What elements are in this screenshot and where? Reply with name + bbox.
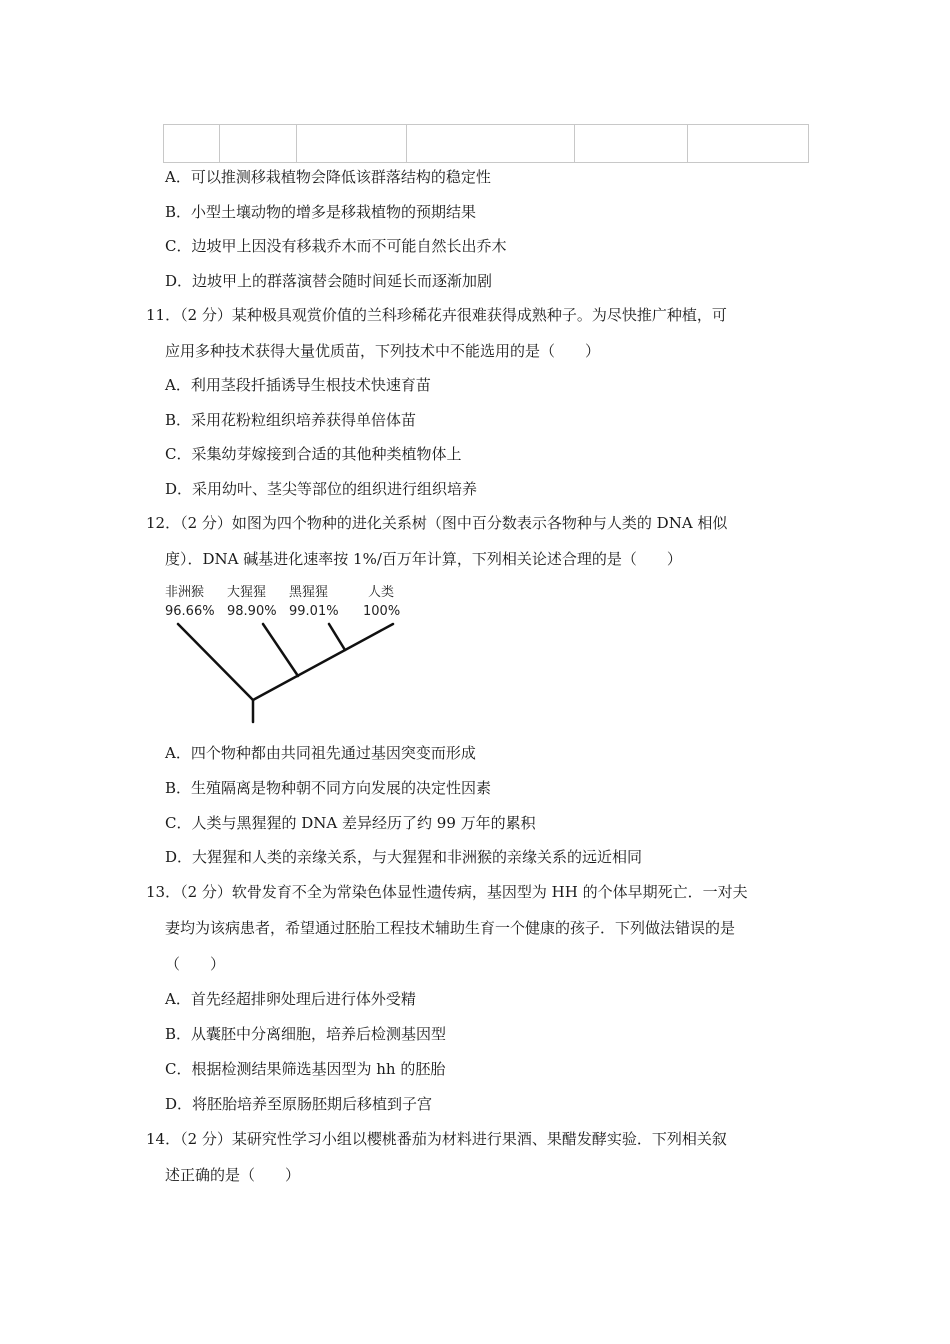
tree-branch-chimpanzee xyxy=(329,624,345,650)
tree-species-label: 大猩猩 xyxy=(227,585,267,600)
q13-option-d: D．将胚胎培养至原肠胚期后移植到子宫 xyxy=(165,1095,433,1113)
table-fragment xyxy=(163,124,809,163)
q11-stem: 11．（2 分）某种极具观赏价值的兰科珍稀花卉很难获得成熟种子。为尽快推广种植，可 xyxy=(146,306,727,324)
q10-option-a: A．可以推测移栽植物会降低该群落结构的稳定性 xyxy=(165,168,491,186)
table-cell xyxy=(297,125,407,163)
tree-species-label: 非洲猴 xyxy=(165,585,205,600)
table-cell xyxy=(575,125,688,163)
q10-option-c: C．边坡甲上因没有移栽乔木而不可能自然长出乔木 xyxy=(165,237,507,255)
tree-branch-gorilla xyxy=(263,624,298,676)
q13-option-b: B．从囊胚中分离细胞，培养后检测基因型 xyxy=(165,1025,447,1043)
tree-species-label: 黑猩猩 xyxy=(289,585,329,600)
table-cell xyxy=(220,125,297,163)
q11-option-d: D．采用幼叶、茎尖等部位的组织进行组织培养 xyxy=(165,480,478,498)
q12-stem: 12．（2 分）如图为四个物种的进化关系树（图中百分数表示各物种与人类的 DNA 相似 xyxy=(146,514,728,532)
q12-option-b: B．生殖隔离是物种朝不同方向发展的决定性因素 xyxy=(165,779,492,797)
q10-option-d: D．边坡甲上的群落演替会随时间延长而逐渐加剧 xyxy=(165,272,493,290)
q14-stem: 14．（2 分）某研究性学习小组以樱桃番茄为材料进行果酒、果醋发酵实验．下列相关叙 xyxy=(146,1130,727,1148)
q13-stem-cont: 妻均为该病患者，希望通过胚胎工程技术辅助生育一个健康的孩子．下列做法错误的是 xyxy=(165,919,736,937)
q13-stem-paren: （ ） xyxy=(165,955,226,973)
tree-branch-monkey xyxy=(178,624,253,700)
tree-species-value: 100% xyxy=(363,604,401,619)
q13-option-a: A．首先经超排卵处理后进行体外受精 xyxy=(165,990,416,1008)
q14-stem-cont: 述正确的是（ ） xyxy=(165,1166,301,1184)
table-cell xyxy=(407,125,575,163)
q13-option-c: C．根据检测结果筛选基因型为 hh 的胚胎 xyxy=(165,1060,446,1078)
q12-option-a: A．四个物种都由共同祖先通过基因突变而形成 xyxy=(165,744,476,762)
q11-stem-cont: 应用多种技术获得大量优质苗，下列技术中不能选用的是（ ） xyxy=(165,342,601,360)
q11-option-a: A．利用茎段扦插诱导生根技术快速育苗 xyxy=(165,376,431,394)
q11-option-b: B．采用花粉粒组织培养获得单倍体苗 xyxy=(165,411,417,429)
q13-stem: 13．（2 分）软骨发育不全为常染色体显性遗传病，基因型为 HH 的个体早期死亡．一对夫 xyxy=(146,883,748,901)
q11-option-c: C．采集幼芽嫁接到合适的其他种类植物体上 xyxy=(165,445,462,463)
q10-option-b: B．小型土壤动物的增多是移栽植物的预期结果 xyxy=(165,203,477,221)
tree-species-value: 98.90% xyxy=(227,604,277,619)
tree-species-label: 人类 xyxy=(368,585,395,600)
q12-stem-cont: 度）．DNA 碱基进化速率按 1%/百万年计算，下列相关论述合理的是（ ） xyxy=(165,550,682,568)
table-cell xyxy=(688,125,809,163)
q12-option-c: C．人类与黑猩猩的 DNA 差异经历了约 99 万年的累积 xyxy=(165,814,536,832)
tree-branch-human xyxy=(253,624,393,700)
table-cell xyxy=(164,125,220,163)
q12-option-d: D．大猩猩和人类的亲缘关系，与大猩猩和非洲猴的亲缘关系的远近相同 xyxy=(165,848,643,866)
table-row xyxy=(164,125,809,163)
evolution-tree-diagram xyxy=(163,580,423,728)
tree-species-value: 99.01% xyxy=(289,604,339,619)
tree-species-value: 96.66% xyxy=(165,604,215,619)
